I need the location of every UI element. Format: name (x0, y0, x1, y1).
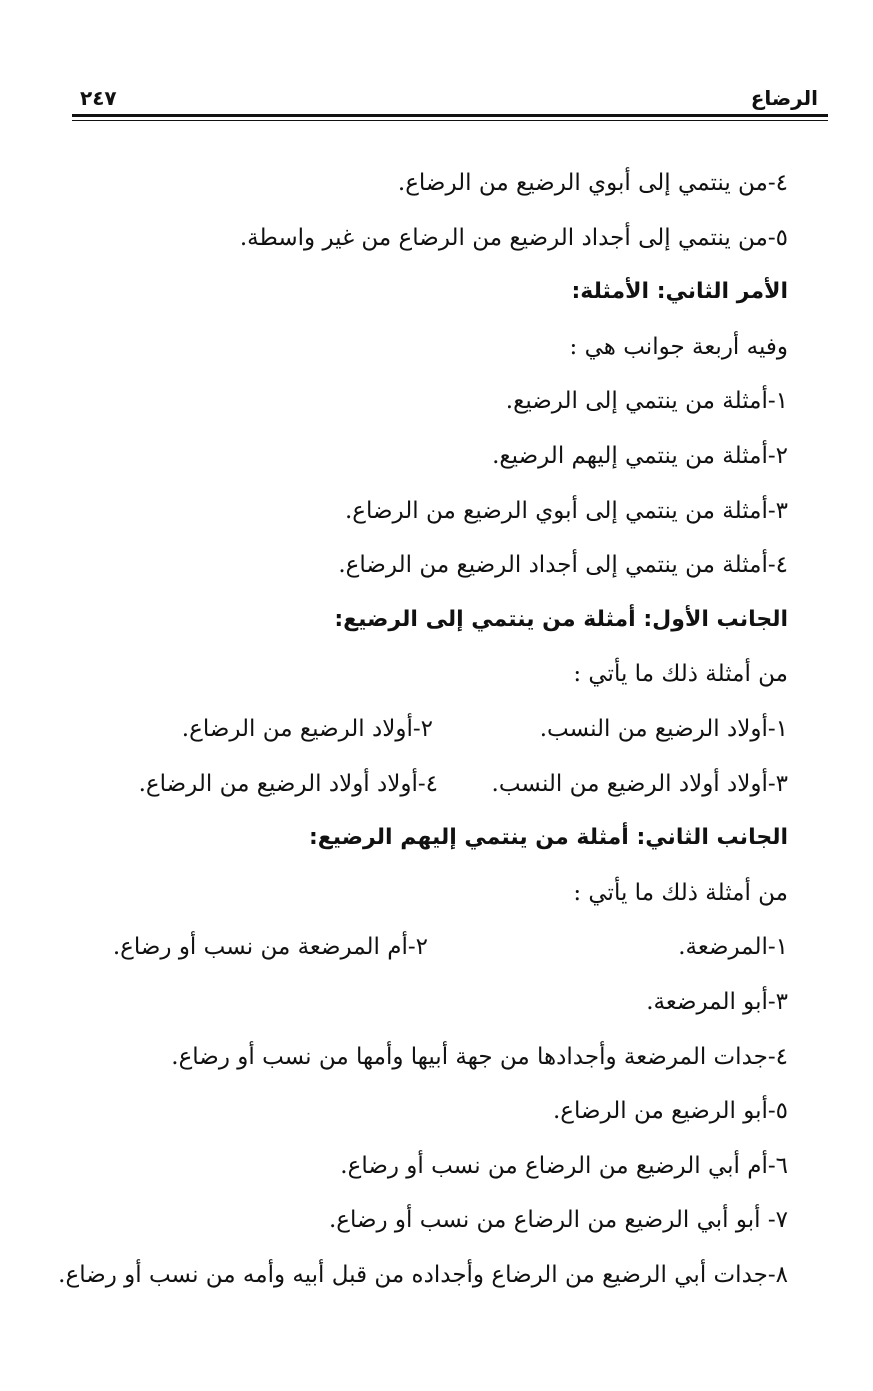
list-item: ٧- أبو أبي الرضيع من الرضاع من نسب أو رضاع. (328, 1207, 788, 1234)
page-number: ٢٤٧ (80, 86, 117, 110)
list-item: ٤-أولاد أولاد الرضيع من الرضاع. (138, 770, 438, 797)
header-rule-thick (72, 114, 828, 117)
list-item: ٨-جدات أبي الرضيع من الرضاع وأجداده من قبل أبيه وأمه من نسب أو رضاع. (58, 1261, 788, 1288)
paragraph: من أمثلة ذلك ما يأتي : (573, 879, 788, 906)
list-item: ٣-أبو المرضعة. (646, 988, 788, 1015)
page-body (60, 156, 788, 1302)
two-column-row (60, 757, 788, 812)
list-item: ٥-من ينتمي إلى أجداد الرضيع من الرضاع من غير واسطة. (239, 224, 788, 251)
list-item: ٢-أمثلة من ينتمي إليهم الرضيع. (492, 442, 788, 469)
paragraph: من أمثلة ذلك ما يأتي : (573, 661, 788, 688)
list-item: ١-أمثلة من ينتمي إلى الرضيع. (505, 388, 788, 415)
header-rule-thin (72, 120, 828, 121)
list-item: ٤-جدات المرضعة وأجدادها من جهة أبيها وأمها من نسب أو رضاع. (171, 1043, 788, 1070)
page-header (72, 84, 828, 124)
section-heading: الجانب الثاني: أمثلة من ينتمي إليهم الرضيع: (308, 825, 788, 851)
list-item: ٥-أبو الرضيع من الرضاع. (552, 1098, 788, 1125)
paragraph: وفيه أربعة جوانب هي : (569, 333, 788, 360)
list-item: ١-أولاد الرضيع من النسب. (539, 715, 788, 742)
list-item: ٢-أولاد الرضيع من الرضاع. (181, 715, 433, 742)
section-heading: الجانب الأول: أمثلة من ينتمي إلى الرضيع: (334, 606, 788, 632)
list-item: ٤-أمثلة من ينتمي إلى أجداد الرضيع من الرضاع. (338, 552, 788, 579)
list-item: ٢-أم المرضعة من نسب أو رضاع. (112, 934, 428, 961)
two-column-row (60, 920, 788, 975)
two-column-row (60, 702, 788, 757)
list-item: ٤-من ينتمي إلى أبوي الرضيع من الرضاع. (397, 170, 788, 196)
running-title: الرضاع (750, 86, 818, 110)
section-heading: الأمر الثاني: الأمثلة: (571, 279, 788, 305)
list-item: ١-المرضعة. (678, 934, 788, 961)
list-item: ٣-أمثلة من ينتمي إلى أبوي الرضيع من الرضاع. (344, 497, 788, 524)
list-item: ٣-أولاد أولاد الرضيع من النسب. (491, 770, 788, 797)
list-item: ٦-أم أبي الرضيع من الرضاع من نسب أو رضاع. (340, 1152, 788, 1179)
